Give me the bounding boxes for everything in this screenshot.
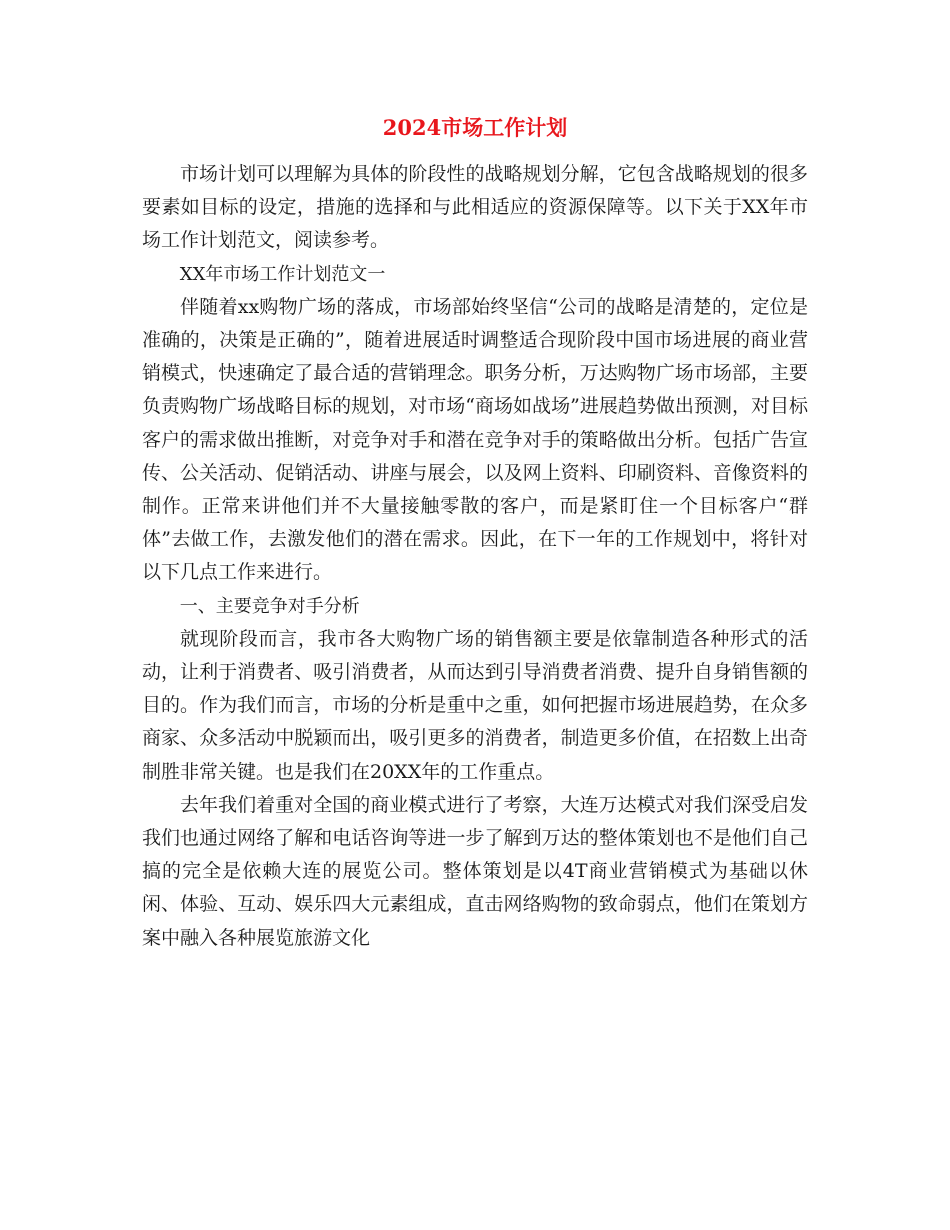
paragraph-competitor-analysis: 就现阶段而言，我市各大购物广场的销售额主要是依靠制造各种形式的活动，让利于消费者、吸引消费者，从而达到引导消费者消费、提升自身销售额的目的。作为我们而言，市场的分析是重中之重，如何把握市场进展趋势，在众多商家、众多活动中脱颖而出，吸引更多的消费者，制造更多价值，在招数上出奇制胜非常关键。也是我们在20XX年的工作重点。 bbox=[142, 627, 808, 783]
document-title: 2024市场工作计划 bbox=[382, 115, 568, 140]
paragraph-intro: 市场计划可以理解为具体的阶段性的战略规划分解，它包含战略规划的很多要素如目标的设定，措施的选择和与此相适应的资源保障等。以下关于XX年市场工作计划范文，阅读参考。 bbox=[142, 163, 808, 252]
section-heading-template-one: XX年市场工作计划范文一 bbox=[179, 263, 386, 285]
paragraph-business-model: 去年我们着重对全国的商业模式进行了考察，大连万达模式对我们深受启发我们也通过网络了解和电话咨询等进一步了解到万达的整体策划也不是他们自己搞的完全是依赖大连的展览公司。整体策划是以4T商业营销模式为基础以休闲、体验、互动、娱乐四大元素组成，直击网络购物的致命弱点，他们在策划方案中融入各种展览旅游文化 bbox=[142, 793, 808, 949]
section-heading-competitor-analysis: 一、主要竞争对手分析 bbox=[179, 595, 360, 617]
document-body bbox=[142, 158, 808, 955]
paragraph-market-overview: 伴随着xx购物广场的落成，市场部始终坚信“公司的战略是清楚的，定位是准确的，决策是正确的”，随着进展适时调整适合现阶段中国市场进展的商业营销模式，快速确定了最合适的营销理念。职务分析，万达购物广场市场部，主要负责购物广场战略目标的规划，对市场“商场如战场”进展趋势做出预测，对目标客户的需求做出推断，对竞争对手和潜在竞争对手的策略做出分析。包括广告宣传、公关活动、促销活动、讲座与展会，以及网上资料、印刷资料、音像资料的制作。正常来讲他们并不大量接触零散的客户，而是紧盯住一个目标客户“群体”去做工作，去激发他们的潜在需求。因此，在下一年的工作规划中，将针对以下几点工作来进行。 bbox=[142, 295, 808, 584]
